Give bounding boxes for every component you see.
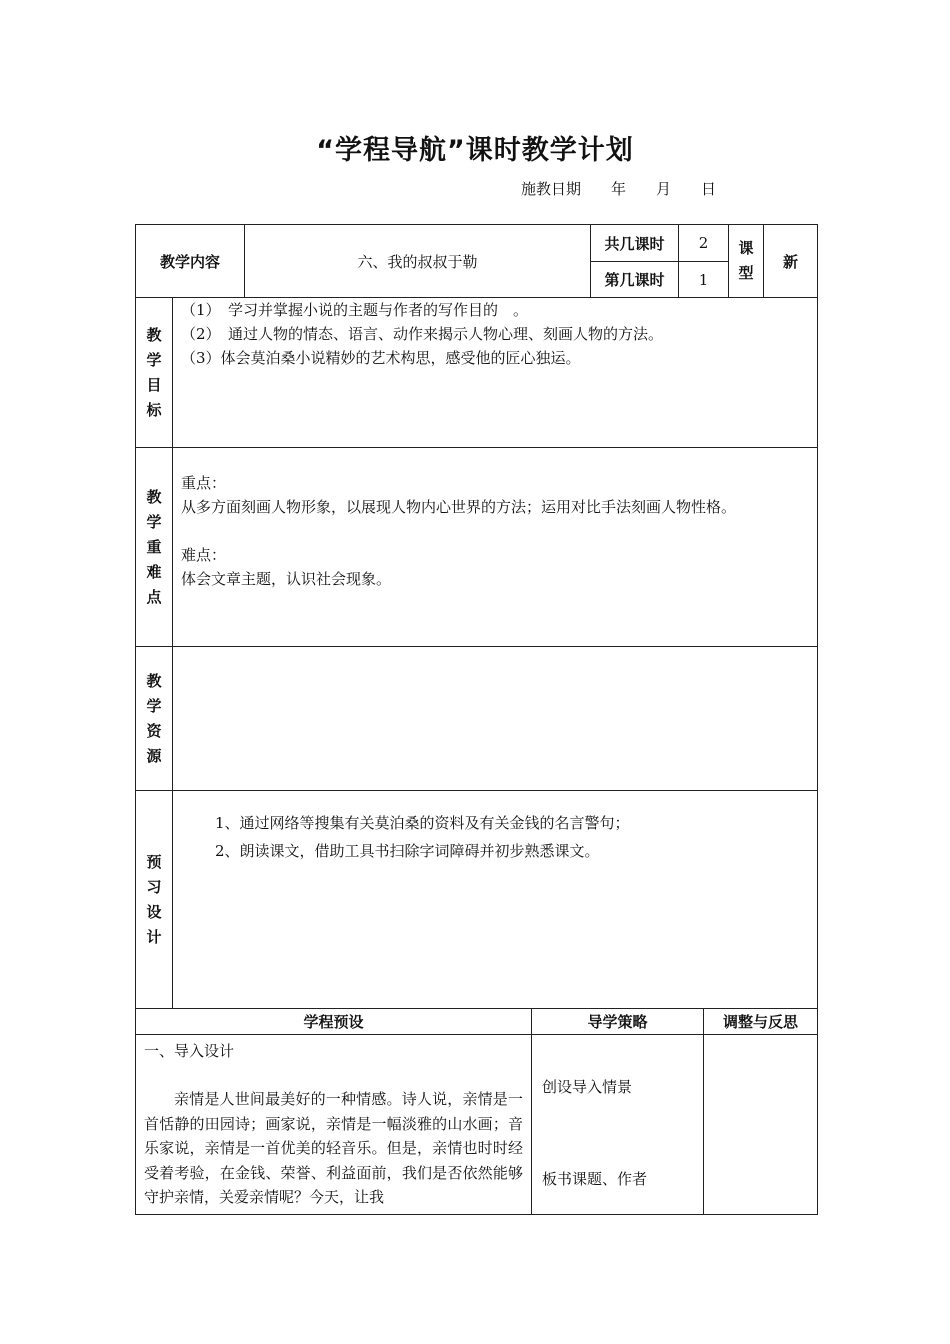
label-char: 教 bbox=[146, 671, 162, 690]
label-char: 重 bbox=[146, 537, 162, 556]
goal-item: （1） 学习并掌握小说的主题与作者的写作目的 。 bbox=[181, 301, 529, 319]
lesson-title: 六、我的叔叔于勒 bbox=[245, 225, 591, 298]
label-char: 学 bbox=[146, 512, 162, 531]
goal-item: （3）体会莫泊桑小说精妙的艺术构思，感受他的匠心独运。 bbox=[181, 349, 581, 367]
label-char: 难 bbox=[146, 562, 162, 581]
label-char: 点 bbox=[146, 587, 162, 606]
intro-section-title: 一、导入设计 bbox=[144, 1042, 235, 1060]
process-table bbox=[135, 1008, 818, 1215]
current-hour-value: 1 bbox=[679, 262, 729, 298]
strategy-content bbox=[532, 1035, 704, 1215]
goal-item: （2） 通过人物的情态、语言、动作来揭示人物心理、刻画人物的方法。 bbox=[181, 325, 664, 343]
label-char: 教 bbox=[146, 325, 162, 344]
label-char: 预 bbox=[146, 852, 162, 871]
page-title: “学程导航”课时教学计划 bbox=[316, 135, 634, 166]
current-hour-label: 第几课时 bbox=[591, 262, 679, 298]
lesson-type-value: 新 bbox=[764, 225, 818, 298]
strategy-item: 板书课题、作者 bbox=[542, 1170, 648, 1188]
goals-content bbox=[173, 298, 818, 448]
resources-content bbox=[173, 647, 818, 791]
label-char: 源 bbox=[146, 746, 162, 765]
total-hours-value: 2 bbox=[679, 225, 729, 262]
teaching-date-line: 施教日期 年 月 日 bbox=[521, 180, 717, 198]
process-content bbox=[136, 1035, 532, 1215]
preview-item: 1、通过网络等搜集有关莫泊桑的资料及有关金钱的名言警句； bbox=[215, 814, 630, 832]
goals-label bbox=[136, 298, 173, 448]
key-points-content bbox=[173, 448, 818, 647]
plan-table bbox=[135, 224, 818, 1009]
total-hours-label: 共几课时 bbox=[591, 225, 679, 262]
preview-content bbox=[173, 791, 818, 1009]
process-header: 学程预设 bbox=[136, 1009, 532, 1035]
focus-label: 重点： bbox=[181, 474, 227, 492]
label-char: 学 bbox=[146, 696, 162, 715]
preview-label bbox=[136, 791, 173, 1009]
label-char: 资 bbox=[146, 721, 162, 740]
preview-item: 2、朗读课文，借助工具书扫除字词障碍并初步熟悉课文。 bbox=[215, 842, 600, 860]
resources-label bbox=[136, 647, 173, 791]
difficulty-text: 体会文章主题，认识社会现象。 bbox=[181, 570, 392, 588]
lesson-type-label-char: 课 bbox=[738, 239, 754, 257]
label-char: 习 bbox=[146, 877, 162, 896]
reflection-content bbox=[704, 1035, 818, 1215]
label-char: 教 bbox=[146, 487, 162, 506]
difficulty-label: 难点： bbox=[181, 546, 227, 564]
focus-text: 从多方面刻画人物形象，以展现人物内心世界的方法；运用对比手法刻画人物性格。 bbox=[181, 498, 737, 516]
lesson-type-label-char: 型 bbox=[738, 264, 754, 282]
reflection-header: 调整与反思 bbox=[704, 1009, 818, 1035]
strategy-header: 导学策略 bbox=[532, 1009, 704, 1035]
label-char: 标 bbox=[146, 400, 162, 419]
intro-paragraph: 亲情是人世间最美好的一种情感。诗人说，亲情是一首恬静的田园诗；画家说，亲情是一幅淡雅的山水画；音乐家说，亲情是一首优美的轻音乐。但是，亲情也时时经受着考验，在金钱、荣誉、利益面前，我们是否依然能够守护亲情，关爱亲情呢？今天，让我 bbox=[144, 1090, 523, 1206]
lesson-type-label bbox=[729, 225, 764, 298]
content-label: 教学内容 bbox=[136, 225, 245, 298]
label-char: 目 bbox=[146, 375, 162, 394]
key-points-label bbox=[136, 448, 173, 647]
label-char: 学 bbox=[146, 350, 162, 369]
label-char: 设 bbox=[146, 902, 162, 921]
strategy-item: 创设导入情景 bbox=[542, 1078, 633, 1096]
label-char: 计 bbox=[146, 927, 162, 946]
